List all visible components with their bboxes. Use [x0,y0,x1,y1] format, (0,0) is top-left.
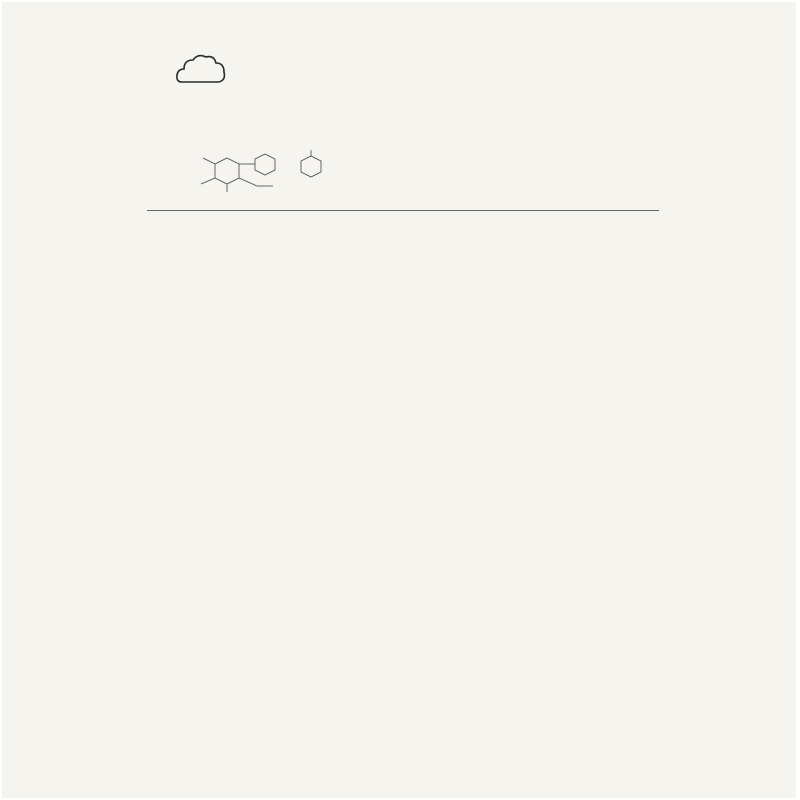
cloud-logo-icon [174,48,228,88]
left-column [147,205,399,209]
brand-logo [174,48,228,88]
chemical-structure-diagram [187,150,347,196]
leaflet-body [147,150,659,798]
chemical-structure [147,150,659,204]
instruction-leaflet [2,2,796,798]
right-column [407,205,659,209]
divider [147,210,659,211]
two-column-section [147,205,659,209]
